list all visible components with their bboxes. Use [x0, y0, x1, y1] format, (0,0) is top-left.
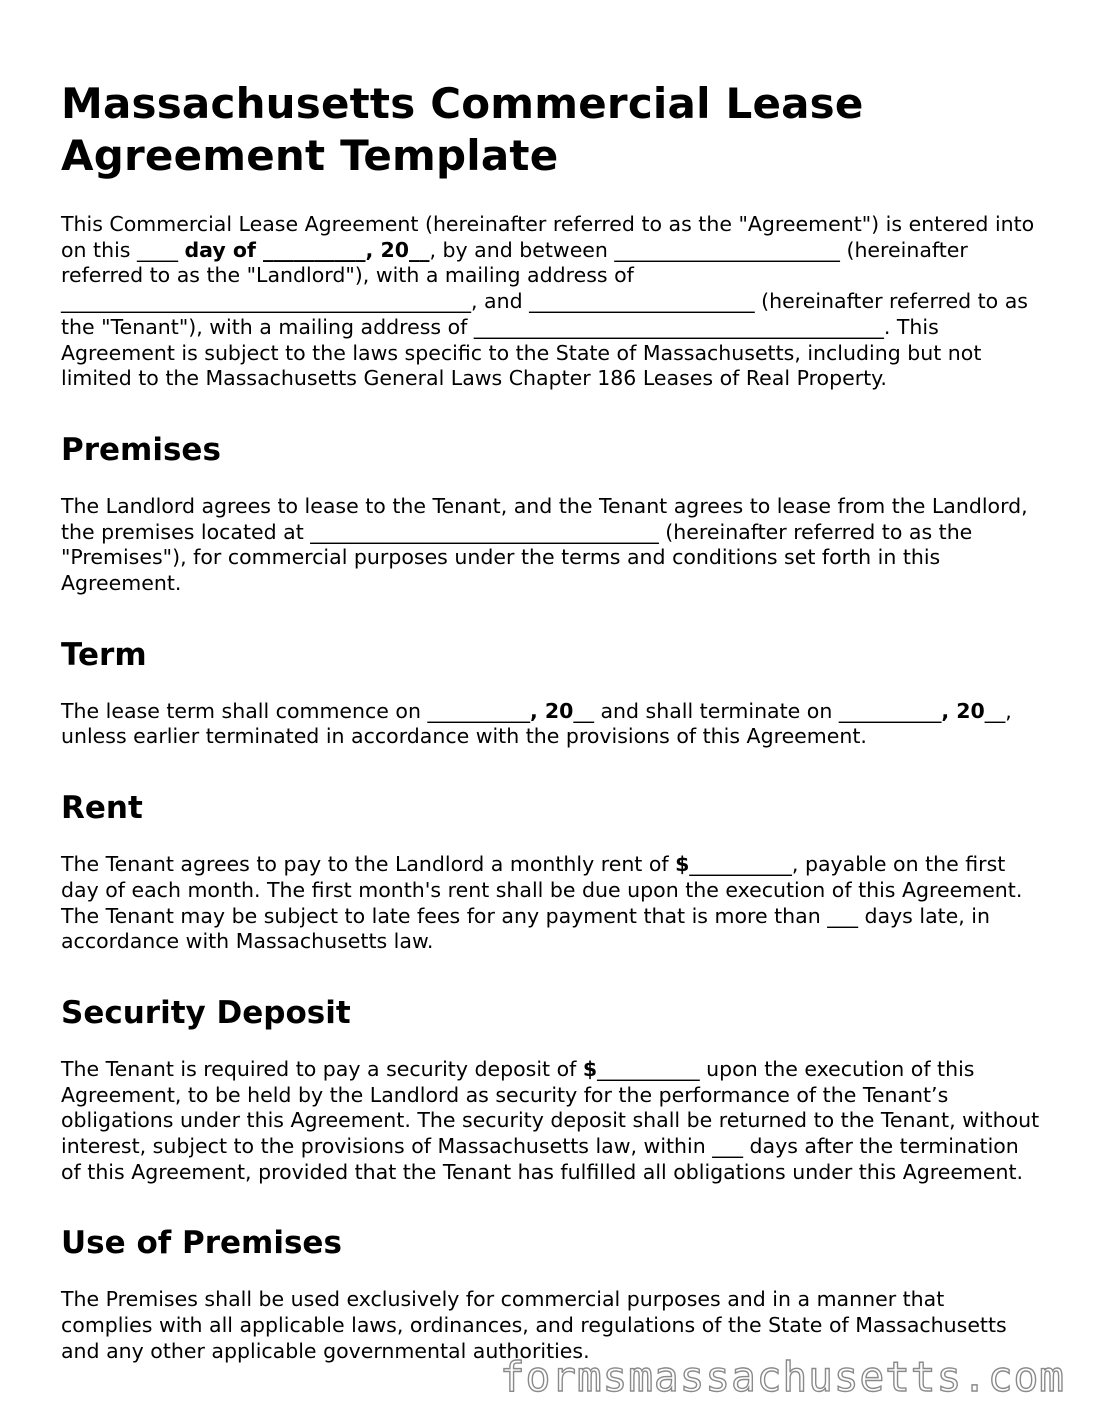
section-body-security-deposit	[61, 1056, 1046, 1186]
section-body-rent	[61, 852, 1041, 955]
section-heading-term: Term	[61, 636, 147, 673]
section-body-term	[61, 699, 1041, 750]
text-run: , by and between ______________________ (hereinafter referred to as the "Landlord"), with a mailing address of ________________________________________, and ______________________ (hereinafter referred to as the "Tenant"), with a mailing address of ________________________________________. This Agreement is subject to the laws specific to the State of Massachusetts, including but not limited to the Massachusetts General Laws Chapter 186 Leases of Real Property.	[61, 237, 1035, 391]
section-heading-rent: Rent	[61, 790, 143, 827]
section-heading-use-of-premises: Use of Premises	[61, 1225, 342, 1262]
text-run: __________ upon the execution of this Agreement, to be held by the Landlord as security for the performance of the Tenant’s obligations under this Agreement. The security deposit shall be returned to the Tenant, without interest, subject to the provisions of Massachusetts law, within ___ days after the termination of this Agreement, provided that the Tenant has fulfilled all obligations under this Agreement.	[61, 1056, 1046, 1184]
text-run: This Commercial Lease Agreement (hereinafter referred to as the "Agreement") is entered into on this ____	[61, 212, 1041, 262]
text-run-bold: , 20	[941, 698, 985, 723]
text-run: __________, payable on the first day of each month. The first month's rent shall be due upon the execution of this Agreement. The Tenant may be subject to late fees for any payment that is more than ___ days late, in accordance with Massachusetts law.	[61, 852, 1029, 954]
text-run-bold: $	[582, 1056, 598, 1081]
text-run: The Tenant agrees to pay to the Landlord a monthly rent of	[61, 852, 676, 877]
text-run: The Landlord agrees to lease to the Tenant, and the Tenant agrees to lease from the Landlord, the premises located at __________________________________ (hereinafter referred to as the "Premises"), for commercial purposes under the terms and conditions set forth in this Agreement.	[61, 493, 1035, 596]
text-run-bold: , 20	[529, 698, 574, 723]
text-run-bold: $	[675, 852, 690, 877]
text-run-bold: day of __________, 20__	[184, 237, 430, 262]
intro-paragraph	[61, 212, 1041, 392]
text-run: The Tenant is required to pay a security deposit of	[61, 1056, 583, 1081]
section-heading-premises: Premises	[61, 431, 221, 468]
document-title: Massachusetts Commercial Lease Agreement Template	[61, 79, 864, 180]
text-run: The Premises shall be used exclusively for commercial purposes and in a manner that complies with all applicable laws, ordinances, and regulations of the State of Massachusetts and any other applicable governmental authorities.	[61, 1287, 1014, 1363]
document-page	[61, 78, 1046, 1403]
text-run: __ and shall terminate on __________	[573, 698, 942, 723]
text-run: __, unless earlier terminated in accordance with the provisions of this Agreement.	[61, 698, 1019, 749]
section-heading-security-deposit: Security Deposit	[61, 994, 351, 1031]
site-watermark: formsmassachusetts.com	[499, 1353, 1065, 1401]
text-run: The lease term shall commence on __________	[61, 698, 530, 723]
section-body-premises	[61, 494, 1041, 597]
